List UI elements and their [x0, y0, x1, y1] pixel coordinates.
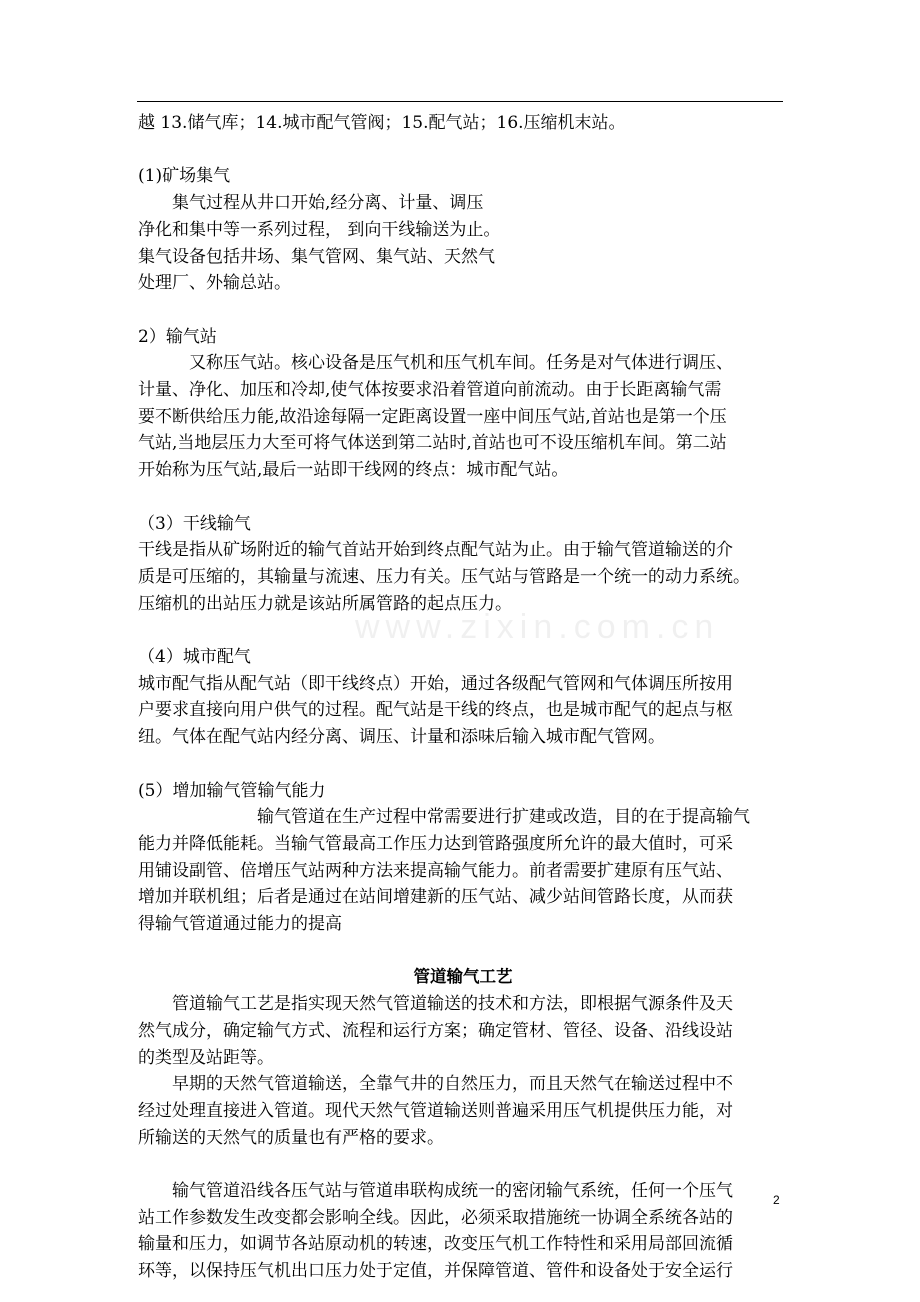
text-line: 然气成分，确定输气方式、流程和运行方案；确定管材、管径、设备、沿线设站	[138, 1020, 733, 1041]
blank-line	[138, 484, 788, 511]
text-line: 输气管道在生产过程中常需要进行扩建或改造，目的在于提高输气	[138, 807, 750, 828]
text-line: 用铺设副管、倍增压气站两种方法来提高输气能力。前者需要扩建原有压气站、	[138, 860, 733, 881]
text-line: 又称压气站。核心设备是压气机和压气机车间。任务是对气体进行调压、	[138, 353, 733, 374]
text-line: 能力并降低能耗。当输气管最高工作压力达到管路强度所允许的最大值时，可采	[138, 833, 733, 854]
text-line: 站工作参数发生改变都会影响全线。因此，必须采取措施统一协调全系统各站的	[138, 1207, 733, 1228]
text-line: 处理厂、外输总站。	[138, 273, 291, 294]
blank-line	[138, 617, 788, 644]
text-line: 所输送的天然气的质量也有严格的要求。	[138, 1127, 444, 1148]
blank-line	[138, 297, 788, 324]
text-line: 纽。气体在配气站内经分离、调压、计量和添味后输入城市配气管网。	[138, 727, 665, 748]
body-text	[138, 110, 788, 1285]
text-line: （3）干线输气	[138, 513, 251, 534]
text-line: 越 13.储气库；14.城市配气管阀；15.配气站；16.压缩机末站。	[138, 113, 626, 133]
text-line: (5）增加输气管输气能力	[138, 780, 326, 801]
text-line: 的类型及站距等。	[138, 1047, 274, 1068]
text-line: 净化和集中等一系列过程， 到向干线输送为止。	[138, 219, 501, 240]
page-number: 2	[773, 1193, 780, 1207]
text-line: 计量、净化、加压和冷却,使气体按要求沿着管道向前流动。由于长距离输气需	[138, 380, 722, 400]
text-line: （4）城市配气	[138, 647, 251, 667]
text-line: 集气设备包括井场、集气管网、集气站、天然气	[138, 246, 495, 267]
text-line: 环等，以保持压气机出口压力处于定值，并保障管道、管件和设备处于安全运行	[138, 1261, 733, 1282]
text-line: 城市配气指从配气站（即干线终点）开始，通过各级配气管网和气体调压所按用	[138, 673, 733, 694]
blank-line	[138, 751, 788, 778]
text-line: 得输气管道通过能力的提高	[138, 914, 342, 935]
text-line: 要不断供给压力能,故沿途每隔一定距离设置一座中间压气站,首站也是第一个压	[138, 406, 727, 427]
text-line: 输气管道沿线各压气站与管道串联构成统一的密闭输气系统，任何一个压气	[138, 1181, 733, 1202]
text-line: 2）输气站	[138, 326, 217, 347]
text-line: 气站,当地层压力大至可将气体送到第二站时,首站也可不设压缩机车间。第二站	[138, 433, 727, 454]
header-rule	[137, 101, 783, 102]
text-line: 集气过程从井口开始,经分离、计量、调压	[138, 193, 484, 214]
text-line: 户要求直接向用户供气的过程。配气站是干线的终点，也是城市配气的起点与枢	[138, 700, 733, 721]
watermark: www.zixin.com.cn	[355, 608, 720, 646]
text-line: 干线是指从矿场附近的输气首站开始到终点配气站为止。由于输气管道输送的介	[138, 540, 733, 561]
blank-line	[138, 1151, 788, 1178]
text-line: 质是可压缩的，其输量与流速、压力有关。压气站与管路是一个统一的动力系统。	[138, 566, 750, 587]
text-line: 管道输气工艺是指实现天然气管道输送的技术和方法，即根据气源条件及天	[138, 994, 733, 1015]
text-line: 开始称为压气站,最后一站即干线网的终点：城市配气站。	[138, 460, 569, 481]
blank-line	[138, 137, 788, 164]
section-heading: 管道输气工艺	[413, 967, 513, 987]
text-line: 早期的天然气管道输送，全靠气井的自然压力，而且天然气在输送过程中不	[138, 1074, 733, 1095]
text-line: 经过处理直接进入管道。现代天然气管道输送则普遍采用压气机提供压力能，对	[138, 1100, 733, 1121]
text-line: (1)矿场集气	[138, 166, 231, 187]
text-line: 增加并联机组；后者是通过在站间增建新的压气站、减少站间管路长度，从而获	[138, 887, 733, 908]
blank-line	[138, 938, 788, 965]
text-line: 压缩机的出站压力就是该站所属管路的起点压力。	[138, 593, 512, 614]
text-line: 输量和压力，如调节各站原动机的转速，改变压气机工作特性和采用局部回流循	[138, 1234, 733, 1255]
